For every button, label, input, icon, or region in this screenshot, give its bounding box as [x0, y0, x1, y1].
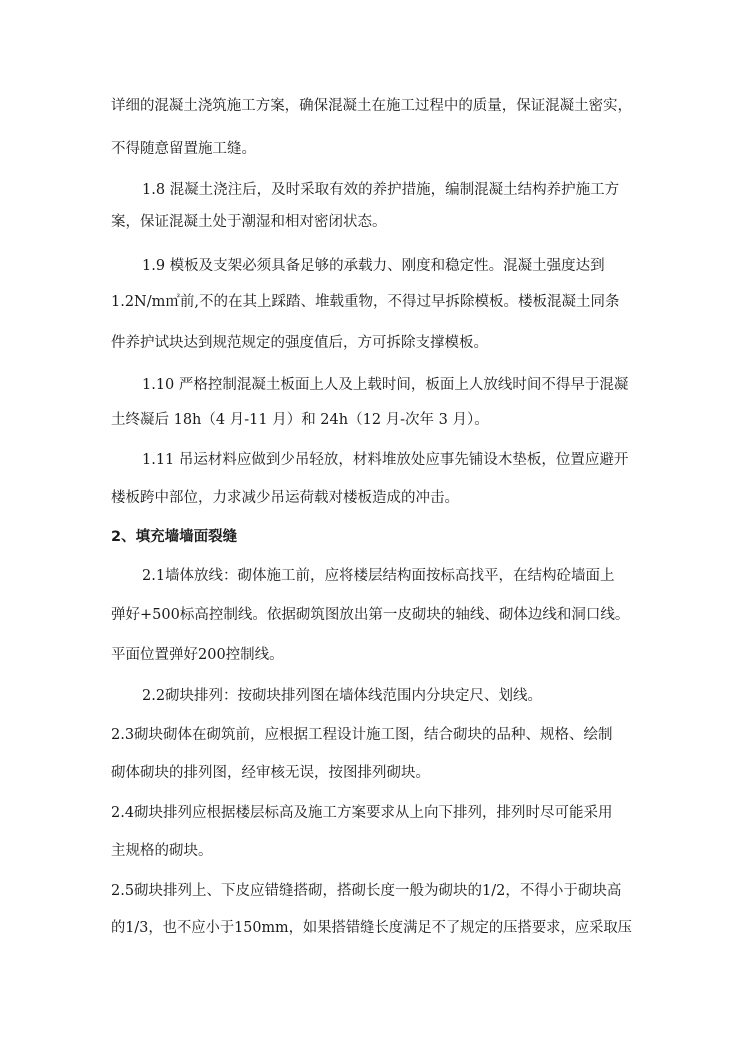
text-line-19: 2.4砌块排列应根据楼层标高及施工方案要求从上向下排列，排列时尽可能采用	[111, 805, 613, 821]
text-line-1: 详细的混凝土浇筑施工方案，确保混凝土在施工过程中的质量，保证混凝土密实，	[111, 98, 633, 114]
text-line-11: 楼板跨中部位，力求减少吊运荷载对楼板造成的冲击。	[111, 490, 459, 506]
text-line-15: 平面位置弹好200控制线。	[111, 647, 284, 663]
text-line-18: 砌体砌块的排列图，经审核无误，按图排列砌块。	[111, 765, 430, 781]
text-line-13: 2.1墙体放线：砌体施工前，应将楼层结构面按标高找平，在结构砼墙面上	[142, 568, 615, 584]
text-line-3: 1.8 混凝土浇注后，及时采取有效的养护措施，编制混凝土结构养护施工方	[142, 182, 620, 198]
text-line-4: 案，保证混凝土处于潮湿和相对密闭状态。	[111, 214, 387, 230]
text-line-10: 1.11 吊运材料应做到少吊轻放，材料堆放处应事先铺设木垫板，位置应避开	[142, 452, 629, 468]
text-line-9: 土终凝后 18h（4 月-11 月）和 24h（12 月-次年 3 月）。	[111, 412, 489, 428]
text-line-20: 主规格的砌块。	[111, 843, 213, 859]
text-line-2: 不得随意留置施工缝。	[111, 141, 256, 157]
text-line-8: 1.10 严格控制混凝土板面上人及上载时间，板面上人放线时间不得早于混凝	[142, 377, 629, 393]
section-heading: 2、填充墙墙面裂缝	[111, 529, 238, 545]
text-line-22: 的1/3，也不应小于150mm，如果搭错缝长度满足不了规定的压搭要求，应采取压	[111, 920, 632, 936]
text-line-21: 2.5砌块排列上、下皮应错缝搭砌，搭砌长度一般为砌块的1/2，不得小于砌块高	[111, 883, 622, 899]
text-line-5: 1.9 模板及支架必须具备足够的承载力、刚度和稳定性。混凝土强度达到	[142, 258, 605, 274]
text-line-6: 1.2N/m㎡前,不的在其上踩踏、堆载重物，不得过早拆除模板。楼板混凝土同条	[111, 294, 620, 310]
text-line-16: 2.2砌块排列：按砌块排列图在墙体线范围内分块定尺、划线。	[142, 688, 543, 704]
text-line-7: 件养护试块达到规范规定的强度值后，方可拆除支撑模板。	[111, 335, 488, 351]
text-line-14: 弹好+500标高控制线。依据砌筑图放出第一皮砌块的轴线、砌体边线和洞口线。	[111, 607, 630, 623]
text-line-17: 2.3砌块砌体在砌筑前，应根据工程设计施工图，结合砌块的品种、规格、绘制	[111, 727, 613, 743]
